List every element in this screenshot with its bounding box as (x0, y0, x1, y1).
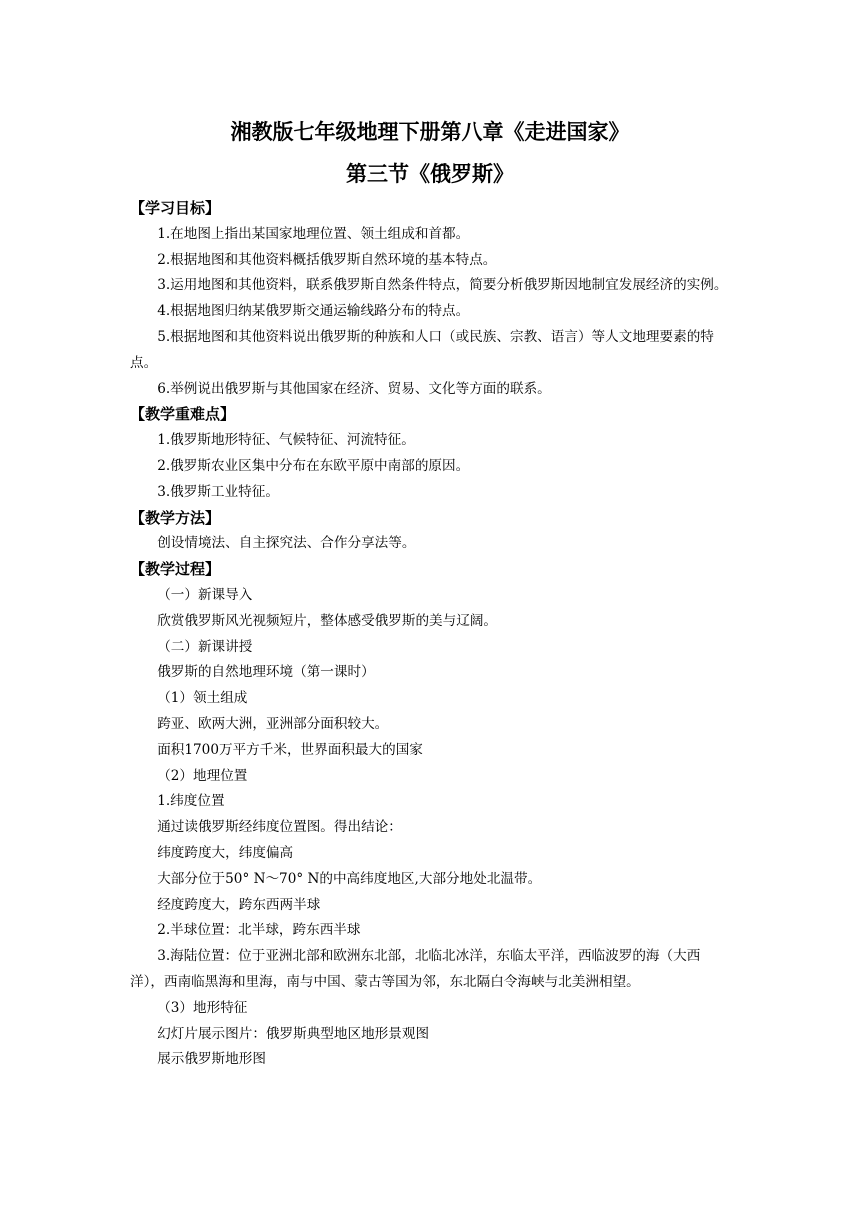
key-point-item: 2.俄罗斯农业区集中分布在东欧平原中南部的原因。 (157, 457, 470, 474)
goal-item: 5.根据地图和其他资料说出俄罗斯的种族和人口（或民族、宗教、语言）等人文地理要素的特点。 (130, 328, 714, 371)
process-item: （3）地形特征 (157, 999, 248, 1016)
method-item: 创设情境法、自主探究法、合作分享法等。 (157, 535, 416, 552)
process-item: 幻灯片展示图片：俄罗斯典型地区地形景观图 (157, 1025, 430, 1042)
process-item: 跨亚、欧两大洲，亚洲部分面积较大。 (157, 715, 389, 732)
section-heading-key-points: 【教学重难点】 (130, 405, 236, 424)
goal-item: 6.举例说出俄罗斯与其他国家在经济、贸易、文化等方面的联系。 (157, 380, 551, 397)
section-heading-process: 【教学过程】 (130, 560, 221, 579)
section-heading-goals: 【学习目标】 (130, 199, 221, 217)
process-item: 1.纬度位置 (157, 793, 225, 810)
goal-item: 1.在地图上指出某国家地理位置、领土组成和首都。 (157, 225, 470, 242)
process-item: 面积1700万平方千米，世界面积最大的国家 (157, 741, 423, 758)
process-item: 俄罗斯的自然地理环境（第一课时） (157, 664, 375, 681)
process-item: （1）领土组成 (157, 690, 248, 707)
process-item: （一）新课导入 (157, 586, 253, 603)
document-subtitle: 第三节《俄罗斯》 (346, 162, 514, 186)
process-item: （二）新课讲授 (157, 638, 253, 655)
goal-item: 4.根据地图归纳某俄罗斯交通运输线路分布的特点。 (157, 303, 470, 320)
document-body (130, 196, 734, 1073)
process-item: 经度跨度大，跨东西两半球 (157, 896, 321, 913)
process-item: 3.海陆位置：位于亚洲北部和欧洲东北部，北临北冰洋，东临太平洋，西临波罗的海（大西洋），西南临黑海和里海，南与中国、蒙古等国为邻，东北隔白令海峡与北美洲相望。 (130, 948, 701, 990)
key-point-item: 1.俄罗斯地形特征、气候特征、河流特征。 (157, 432, 415, 449)
document-title: 湘教版七年级地理下册第八章《走进国家》 (230, 120, 630, 144)
section-heading-methods: 【教学方法】 (130, 508, 221, 527)
process-item: 展示俄罗斯地形图 (157, 1051, 266, 1068)
process-item: 欣赏俄罗斯风光视频短片，整体感受俄罗斯的美与辽阔。 (157, 612, 498, 629)
goal-item: 2.根据地图和其他资料概括俄罗斯自然环境的基本特点。 (157, 251, 497, 268)
process-item: 2.半球位置：北半球，跨东西半球 (157, 922, 361, 939)
process-item: 大部分位于50° N～70° N的中高纬度地区,大部分地处北温带。 (157, 870, 542, 887)
goal-item: 3.运用地图和其他资料，联系俄罗斯自然条件特点，简要分析俄罗斯因地制宜发展经济的实例。 (157, 277, 728, 294)
process-item: 纬度跨度大，纬度偏高 (157, 844, 294, 861)
process-item: （2）地理位置 (157, 767, 248, 784)
key-point-item: 3.俄罗斯工业特征。 (157, 483, 279, 500)
process-item: 通过读俄罗斯经纬度位置图。得出结论： (157, 819, 402, 836)
